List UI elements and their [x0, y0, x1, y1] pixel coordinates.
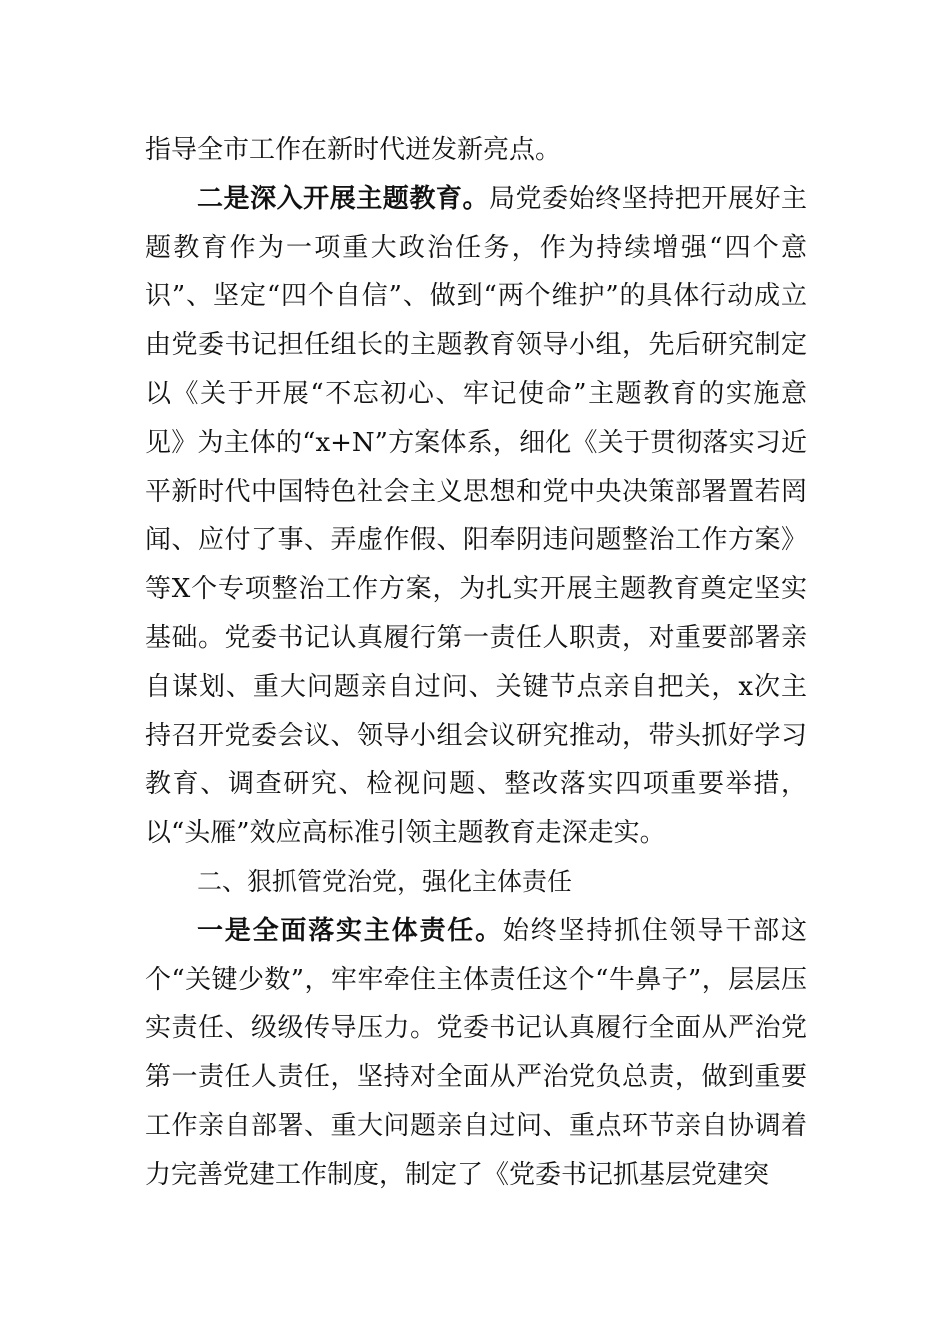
- paragraph-text-main-responsibility: 始终坚持抓住领导干部这个“关键少数”，牢牢牵住主体责任这个“牛鼻子”，层层压实责任、级级传导压力。党委书记认真履行全面从严治党第一责任人责任，坚持对全面从严治党负总责，做到重要工作亲自部署、重大问题亲自过问、重点环节亲自协调着力完善党建工作制度，制定了《党委书记抓基层党建突: [145, 915, 807, 1190]
- document-body: [145, 126, 807, 1200]
- paragraph-theme-education: [145, 175, 807, 858]
- paragraph-text-theme-education: 局党委始终坚持把开展好主题教育作为一项重大政治任务，作为持续增强“四个意识”、坚定“四个自信”、做到“两个维护”的具体行动成立由党委书记担任组长的主题教育领导小组，先后研究制定以《关于开展“不忘初心、牢记使命”主题教育的实施意见》为主体的“x+N”方案体系，细化《关于贯彻落实习近平新时代中国特色社会主义思想和党中央决策部署置若罔闻、应付了事、弄虚作假、阳奉阴违问题整治工作方案》等X个专项整治工作方案，为扎实开展主题教育奠定坚实基础。党委书记认真履行第一责任人职责，对重要部署亲自谋划、重大问题亲自过问、关键节点亲自把关，x次主持召开党委会议、领导小组会议研究推动，带头抓好学习教育、调查研究、检视问题、整改落实四项重要举措，以“头雁”效应高标准引领主题教育走深走实。: [145, 183, 807, 849]
- paragraph-lead-theme-education: 二是深入开展主题教育。: [197, 183, 489, 214]
- paragraph-main-responsibility: [145, 907, 807, 1200]
- paragraph-continuation: 指导全市工作在新时代迸发新亮点。: [145, 135, 562, 165]
- paragraph-lead-main-responsibility: 一是全面落实主体责任。: [197, 915, 503, 946]
- section-heading: 二、狠抓管党治党，强化主体责任: [197, 866, 573, 896]
